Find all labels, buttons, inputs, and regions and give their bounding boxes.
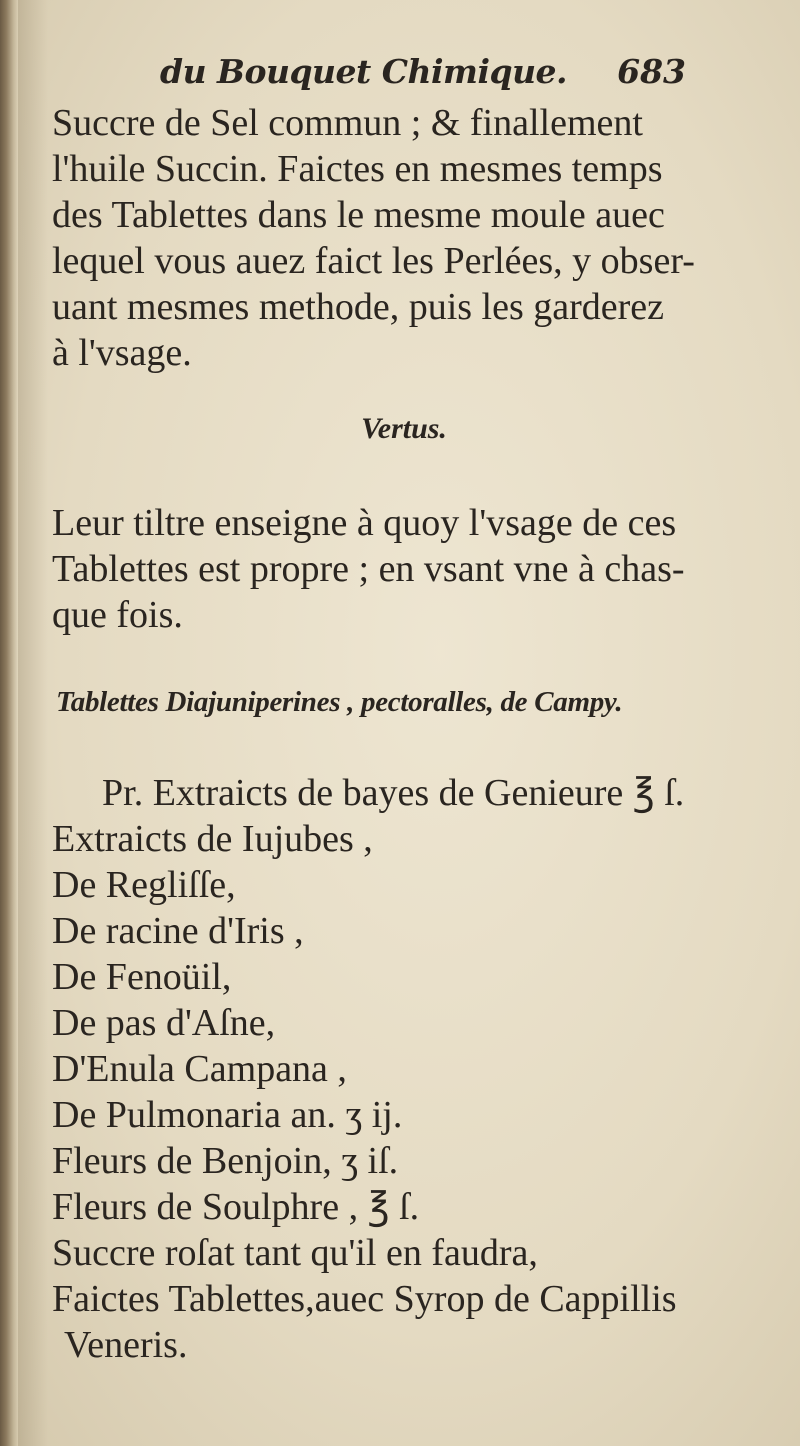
text-line: à l'vsage.	[52, 332, 192, 374]
page-number: 683	[617, 52, 686, 91]
recipe-line: Pr. Extraicts de bayes de Genieure ℥ ſ.	[102, 772, 685, 814]
recipe-ingredients	[52, 770, 732, 1368]
text-line: l'huile Succin. Faictes en mesmes temps	[52, 148, 663, 190]
page-header	[160, 52, 700, 102]
recipe-line: Faictes Tablettes,auec Syrop de Cappillis	[52, 1278, 677, 1320]
text-line: lequel vous auez faict les Perlées, y obser-	[52, 240, 695, 282]
text-line: des Tablettes dans le mesme moule auec	[52, 194, 665, 236]
section-heading-vertus: Vertus.	[361, 412, 447, 445]
recipe-line: Extraicts de Iujubes ,	[52, 818, 373, 860]
text-line: que fois.	[52, 594, 183, 636]
recipe-line: D'Enula Campana ,	[52, 1048, 347, 1090]
recipe-line: Succre roſat tant qu'il en faudra,	[52, 1232, 538, 1274]
recipe-line: Fleurs de Soulphre , ℥ ſ.	[52, 1186, 420, 1228]
recipe-title: Tablettes Diajuniperines , pectoralles, de Campy.	[56, 686, 623, 718]
recipe-line: De Regliſſe,	[52, 864, 236, 906]
recipe-line: Veneris.	[64, 1324, 188, 1366]
recipe-line: Fleurs de Benjoin, ʒ iſ.	[52, 1140, 399, 1182]
gutter-shadow	[18, 0, 48, 1446]
text-line: Leur tiltre enseigne à quoy l'vsage de ces	[52, 502, 677, 544]
text-line: uant mesmes methode, puis les garderez	[52, 286, 665, 328]
recipe-line: De pas d'Aſne,	[52, 1002, 276, 1044]
paragraph-vertus	[52, 500, 692, 638]
running-title: du Bouquet Chimique.	[160, 52, 568, 91]
recipe-line: De Pulmonaria an. ʒ ij.	[52, 1094, 403, 1136]
text-line: Succre de Sel commun ; & finallement	[52, 102, 643, 144]
binding-gutter	[0, 0, 18, 1446]
paragraph-preparation	[52, 100, 695, 376]
recipe-line: De racine d'Iris ,	[52, 910, 304, 952]
recipe-line: De Fenoüil,	[52, 956, 232, 998]
text-line: Tablettes est propre ; en vsant vne à chas-	[52, 548, 685, 590]
